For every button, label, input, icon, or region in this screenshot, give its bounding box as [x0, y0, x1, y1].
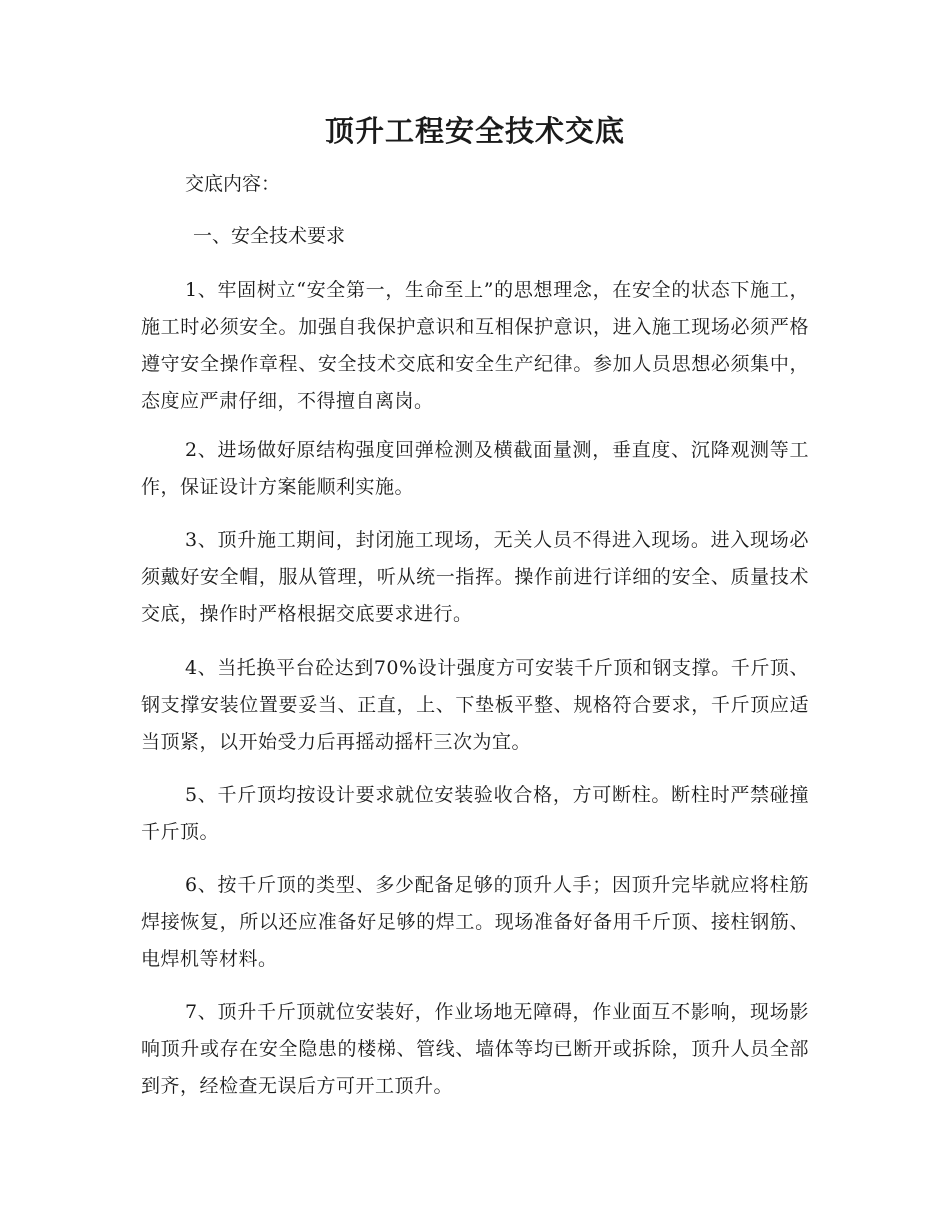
paragraph-1: 1、牢固树立“安全第一，生命至上”的思想理念，在安全的状态下施工，施工时必须安全。加强自我保护意识和互相保护意识，进入施工现场必须严格遵守安全操作章程、安全技术交底和安全生产纪律。参加人员思想必须集中，态度应严肃仔细，不得擅自离岗。	[141, 279, 809, 412]
disclosure-content-label: 交底内容：	[185, 173, 281, 195]
document-title: 顶升工程安全技术交底	[324, 114, 625, 148]
paragraph-6: 6、按千斤顶的类型、多少配备足够的顶升人手；因顶升完毕就应将柱筋焊接恢复，所以还应准备好足够的焊工。现场准备好备用千斤顶、接柱钢筋、电焊机等材料。	[141, 874, 809, 970]
paragraph-7: 7、顶升千斤顶就位安装好，作业场地无障碍，作业面互不影响，现场影响顶升或存在安全隐患的楼梯、管线、墙体等均已断开或拆除，顶升人员全部到齐，经检查无误后方可开工顶升。	[141, 1001, 809, 1097]
paragraph-4: 4、当托换平台砼达到70%设计强度方可安装千斤顶和钢支撑。千斤顶、钢支撑安装位置要妥当、正直，上、下垫板平整、规格符合要求，千斤顶应适当顶紧，以开始受力后再摇动摇杆三次为宜。	[141, 657, 809, 753]
paragraph-2: 2、进场做好原结构强度回弹检测及横截面量测，垂直度、沉降观测等工作，保证设计方案能顺利实施。	[141, 439, 809, 498]
paragraph-3: 3、顶升施工期间，封闭施工现场，无关人员不得进入现场。进入现场必须戴好安全帽，服从管理，听从统一指挥。操作前进行详细的安全、质量技术交底，操作时严格根据交底要求进行。	[141, 529, 809, 625]
section-heading: 一、安全技术要求	[193, 225, 346, 247]
paragraph-5: 5、千斤顶均按设计要求就位安装验收合格，方可断柱。断柱时严禁碰撞千斤顶。	[141, 784, 809, 843]
